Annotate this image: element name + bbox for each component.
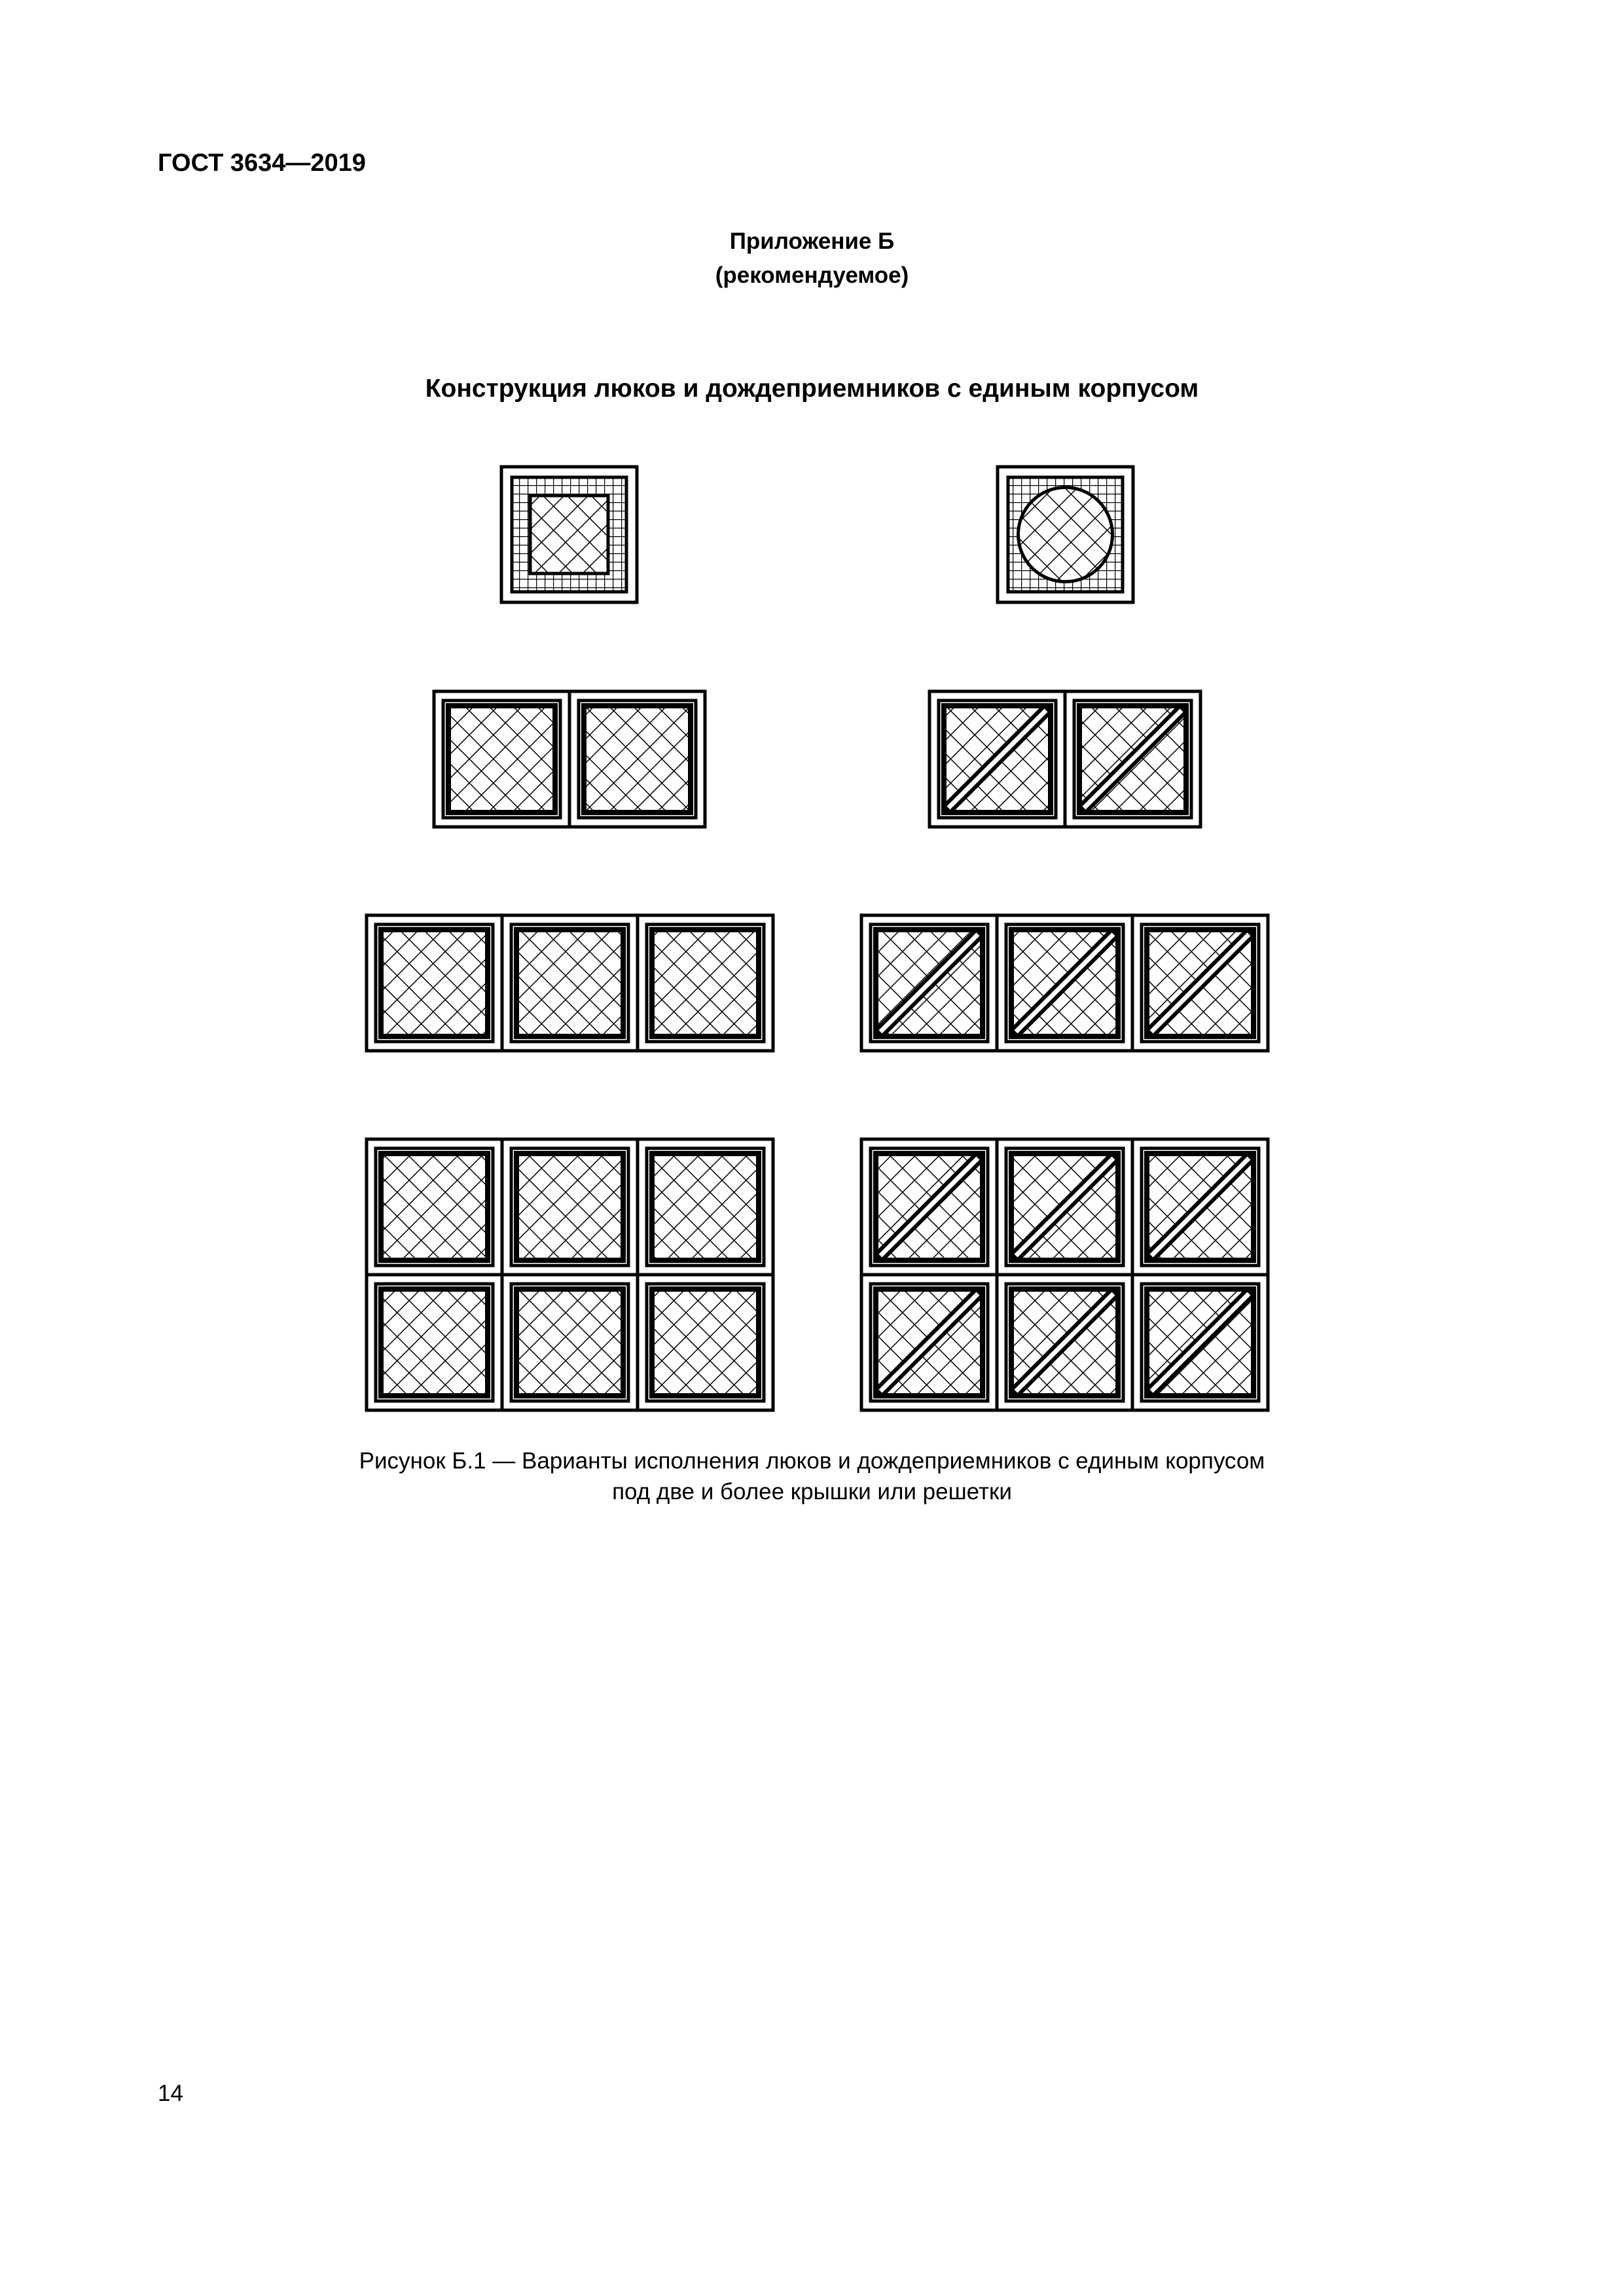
variant-double-grate (434, 691, 705, 827)
grate-cell (1142, 1148, 1259, 1266)
appendix-status: (рекомендуемое) (715, 263, 909, 288)
grate-cell (871, 924, 988, 1042)
caption-line-1: Рисунок Б.1 — Варианты исполнения люков и дождеприемников с единым корпусом (359, 1448, 1265, 1474)
grate-cell (1074, 701, 1191, 818)
grate-cell (871, 1148, 988, 1266)
caption-line-2: под две и более крышки или решетки (612, 1479, 1012, 1504)
grate-cell (1008, 477, 1123, 592)
grate-cell (1006, 924, 1123, 1042)
grate-cell (511, 924, 628, 1042)
variant-triple-grate (367, 915, 773, 1051)
grate-cell (512, 477, 626, 592)
grate-cell (647, 1284, 764, 1401)
variant-six-grate (367, 1139, 773, 1410)
variant-double-grate-diagonal (929, 691, 1200, 827)
grate-cell (579, 701, 696, 818)
appendix-title: Приложение Б (729, 228, 895, 254)
variant-single-square-hatch (501, 467, 637, 602)
grate-cell (443, 701, 560, 818)
figure-caption (0, 1446, 1624, 1507)
grate-cell (871, 1284, 988, 1401)
variant-triple-grate-diagonal (861, 915, 1268, 1051)
variant-single-round-hatch (998, 467, 1133, 602)
grate-cell (1006, 1284, 1123, 1401)
grate-cell (511, 1284, 628, 1401)
grate-cell (376, 924, 493, 1042)
grate-cell (1142, 1284, 1259, 1401)
grate-cell (376, 1148, 493, 1266)
page-number: 14 (158, 2081, 183, 2106)
grate-cell (647, 1148, 764, 1266)
grate-cell (511, 1148, 628, 1266)
appendix-heading: Конструкция люков и дождеприемников с единым корпусом (425, 374, 1199, 403)
variant-six-grate-diagonal (861, 1139, 1268, 1410)
grate-cell (376, 1284, 493, 1401)
grate-cell (939, 701, 1056, 818)
grate-cell (647, 924, 764, 1042)
grate-cell (1142, 924, 1259, 1042)
grate-cell (1006, 1148, 1123, 1266)
standard-number: ГОСТ 3634—2019 (158, 149, 366, 177)
